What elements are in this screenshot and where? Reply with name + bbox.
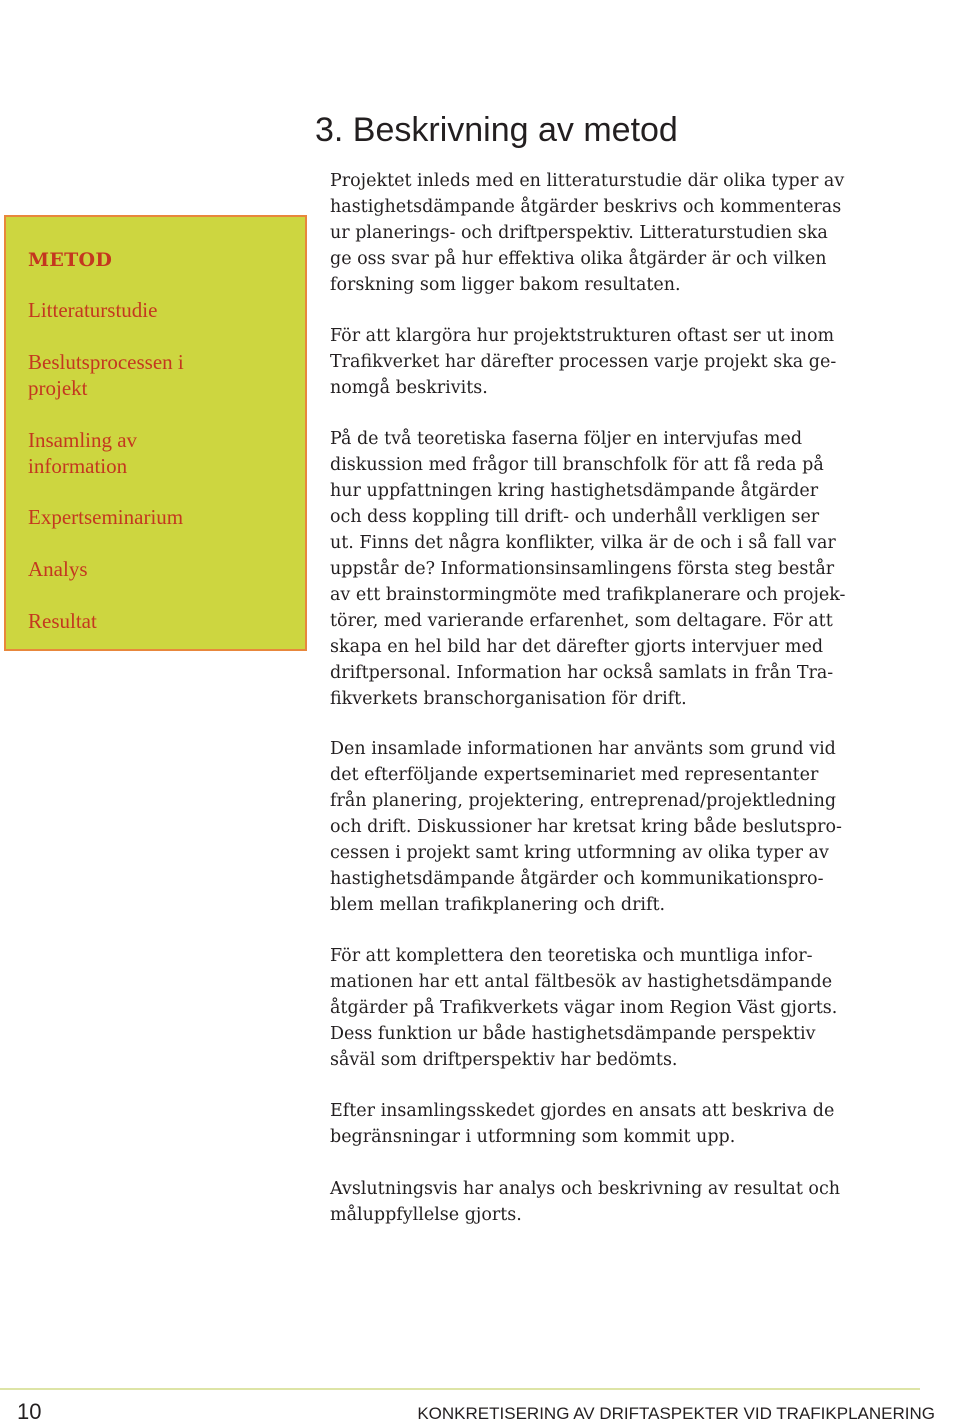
sidebar-item-litteraturstudie: Litteraturstudie: [28, 298, 158, 322]
text-line: hastighetsdämpande åtgärder beskrivs och kommenteras: [330, 197, 842, 217]
text-line: åtgärder på Trafikverkets vägar inom Region Väst gjorts.: [330, 998, 838, 1018]
sidebar-item-expertseminarium: Expertseminarium: [28, 505, 184, 529]
text-line: mationen har ett antal fältbesök av hastighetsdämpande: [330, 972, 833, 992]
text-line: törer, med varierande erfarenhet, som deltagare. För att: [330, 611, 833, 631]
paragraph-limitations: [330, 1098, 930, 1150]
paragraph-field-visits: [330, 943, 930, 1073]
text-line: hastighetsdämpande åtgärder och kommunikationspro-: [330, 869, 824, 889]
text-line: hur uppfattningen kring hastighetsdämpande åtgärder: [330, 481, 819, 501]
sidebar-item-analys: Analys: [28, 557, 88, 581]
text-line: Efter insamlingsskedet gjordes en ansats att beskriva de: [330, 1101, 835, 1121]
sidebar-item-resultat: Resultat: [28, 609, 97, 633]
text-line: måluppfyllelse gjorts.: [330, 1205, 522, 1225]
text-line: blem mellan trafikplanering och drift.: [330, 895, 666, 915]
sidebar-item-insamling: Insamling av information: [28, 428, 138, 478]
text-line: från planering, projektering, entreprenad/projektledning: [330, 791, 837, 811]
text-line: uppstår de? Informationsinsamlingens första steg består: [330, 559, 835, 579]
text-line: driftpersonal. Information har också samlats in från Tra-: [330, 663, 834, 683]
sidebar-title: METOD: [28, 249, 113, 271]
text-line: skapa en hel bild har det därefter gjorts intervjuer med: [330, 637, 824, 657]
footer-divider: [0, 1388, 920, 1390]
publication-title: KONKRETISERING AV DRIFTASPEKTER VID TRAFIKPLANERING: [417, 1404, 935, 1423]
paragraph-conclusion: [330, 1176, 930, 1228]
text-line: fikverkets branschorganisation för drift.: [330, 689, 687, 709]
text-line: cessen i projekt samt kring utformning av olika typer av: [330, 843, 829, 863]
text-line: ge oss svar på hur effektiva olika åtgärder är och vilken: [330, 249, 827, 269]
text-line: Dess funktion ur både hastighetsdämpande perspektiv: [330, 1024, 816, 1044]
text-line: För att klargöra hur projektstrukturen oftast ser ut inom: [330, 326, 835, 346]
text-line: det efterföljande expertseminariet med representanter: [330, 765, 819, 785]
text-line: och drift. Diskussioner har kretsat kring både beslutspro-: [330, 817, 842, 837]
text-line: diskussion med frågor till branschfolk för att få reda på: [330, 455, 824, 475]
text-line: forskning som ligger bakom resultaten.: [330, 275, 681, 295]
paragraph-interview-phase: [330, 426, 930, 712]
text-line: Projektet inleds med en litteraturstudie där olika typer av: [330, 171, 845, 191]
page-title: 3. Beskrivning av metod: [315, 111, 678, 149]
text-line: ut. Finns det några konflikter, vilka är de och i så fall var: [330, 533, 836, 553]
text-line: begränsningar i utformning som kommit upp.: [330, 1127, 736, 1147]
paragraph-literature-study: [330, 168, 930, 298]
text-line: Avslutningsvis har analys och beskrivning av resultat och: [330, 1179, 841, 1199]
text-line: För att komplettera den teoretiska och muntliga infor-: [330, 946, 813, 966]
method-sidebar: [4, 215, 307, 651]
text-line: såväl som driftperspektiv har bedömts.: [330, 1050, 678, 1070]
text-line: av ett brainstormingmöte med trafikplanerare och projek-: [330, 585, 846, 605]
text-line: Trafikverket har därefter processen varje projekt ska ge-: [330, 352, 837, 372]
text-line: På de två teoretiska faserna följer en intervjufas med: [330, 429, 803, 449]
sidebar-item-beslutsprocessen: Beslutsprocessen i projekt: [28, 350, 184, 400]
text-line: ur planerings- och driftperspektiv. Litteraturstudien ska: [330, 223, 828, 243]
text-line: och dess koppling till drift- och underhåll verkligen ser: [330, 507, 820, 527]
page-number: 10: [17, 1399, 42, 1424]
text-line: nomgå beskrivits.: [330, 378, 488, 398]
paragraph-expert-seminar: [330, 736, 930, 918]
paragraph-project-structure: [330, 323, 930, 401]
text-line: Den insamlade informationen har använts som grund vid: [330, 739, 836, 759]
